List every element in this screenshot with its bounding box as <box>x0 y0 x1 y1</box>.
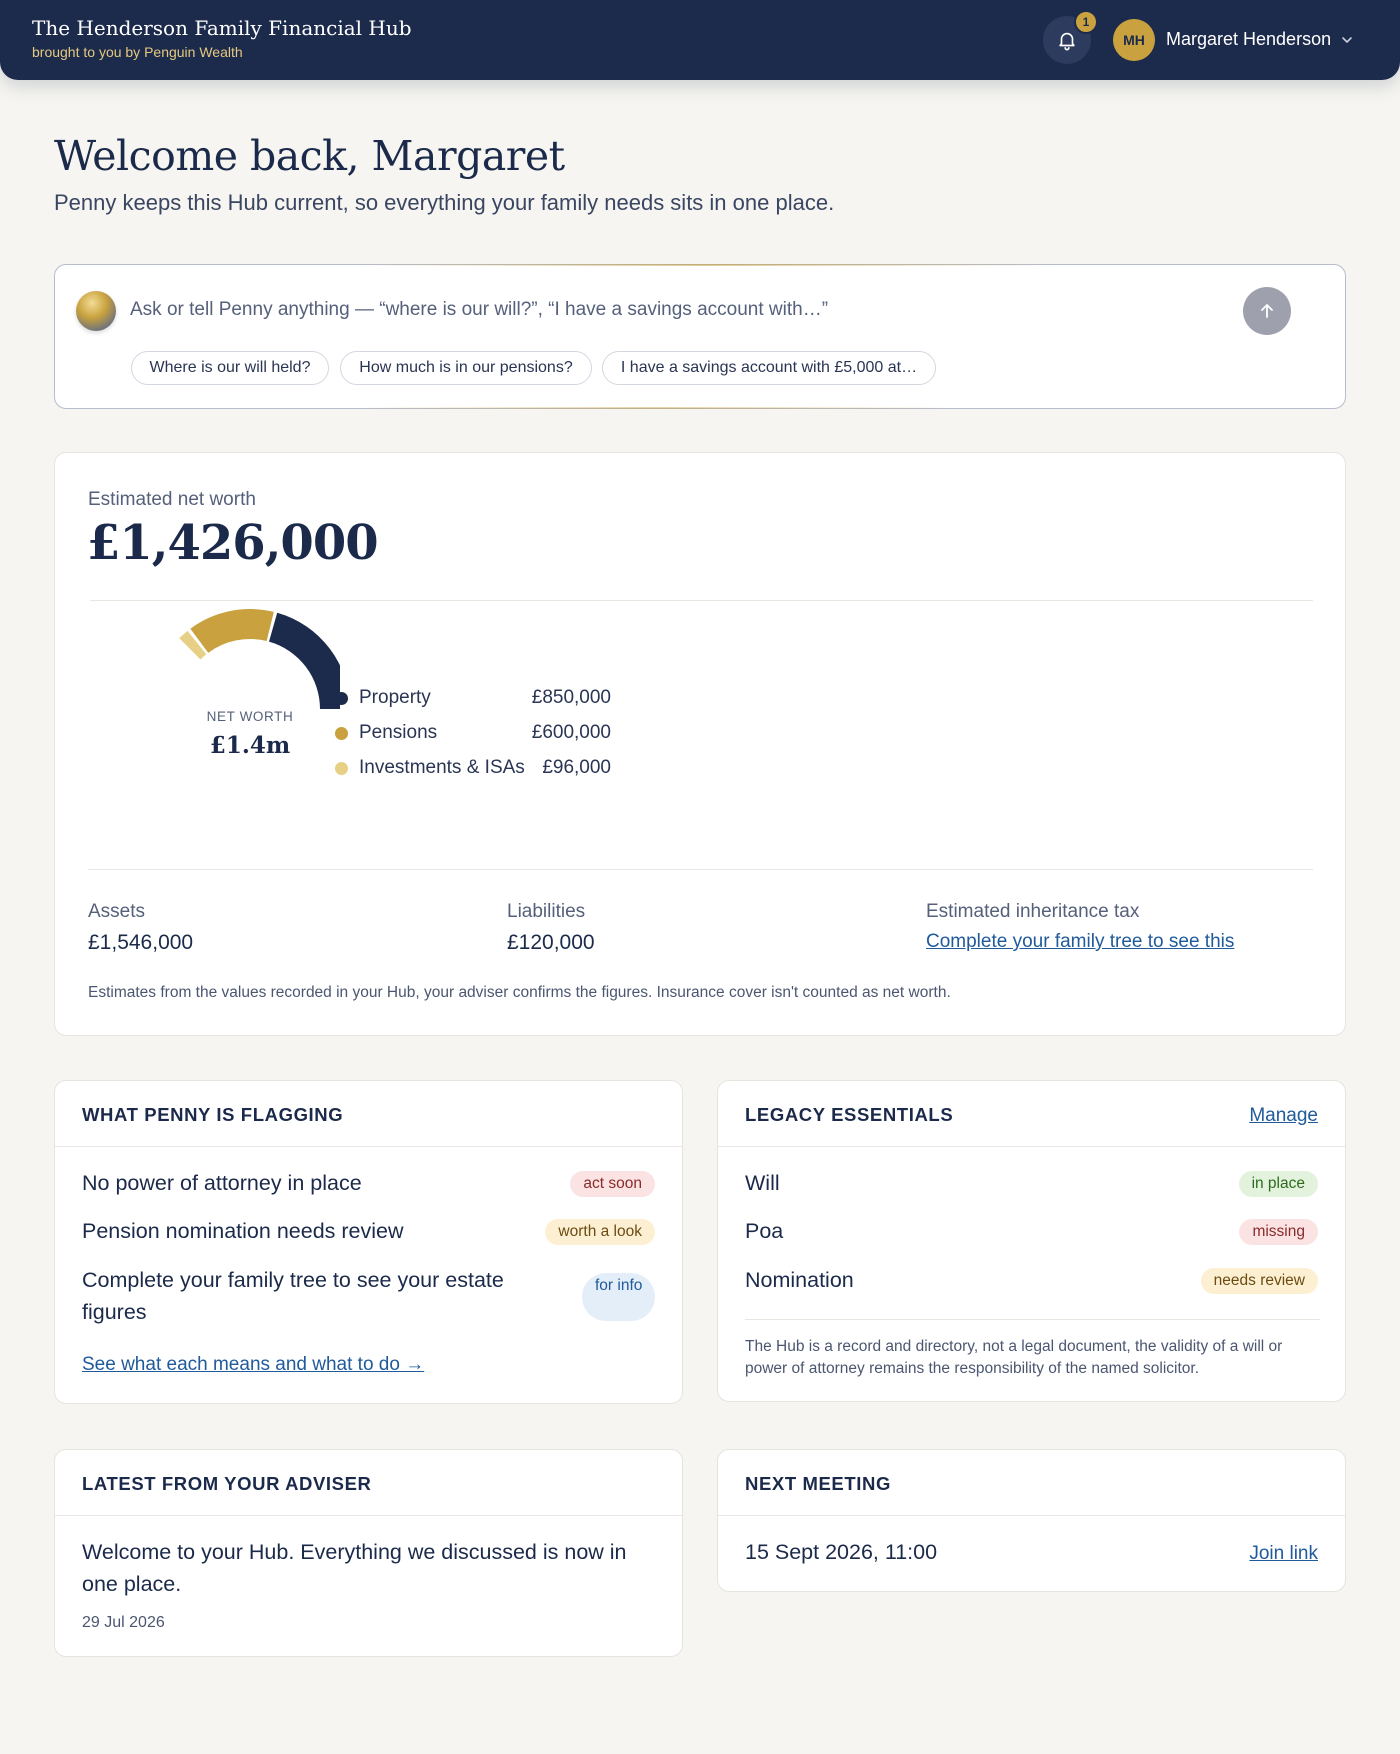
message-date: 29 Jul 2026 <box>82 1614 165 1631</box>
status-badge: for info <box>582 1273 655 1321</box>
welcome-heading: Welcome back, Margaret <box>54 132 565 180</box>
family-tree-link[interactable]: Complete your family tree to see this <box>926 931 1235 952</box>
status-badge: needs review <box>1201 1268 1318 1294</box>
donut-center-value: £1.4m <box>209 732 291 759</box>
card-header <box>718 1081 1345 1147</box>
legend-swatch <box>335 727 348 740</box>
net-worth-donut-chart <box>110 604 340 764</box>
card-header <box>718 1450 1345 1516</box>
next-meeting-card <box>717 1449 1346 1592</box>
card-header <box>55 1450 682 1516</box>
donut-center-label: NET WORTH <box>206 709 294 724</box>
arrow-up-icon <box>1258 302 1276 320</box>
ask-accent-top <box>355 264 1055 266</box>
status-badge: worth a look <box>545 1219 655 1245</box>
donut-segment-pensions <box>190 609 273 653</box>
legend-value: £96,000 <box>542 757 611 778</box>
legacy-item-nomination: Nomination <box>745 1268 854 1292</box>
legend-item-pensions <box>335 720 611 746</box>
manage-link[interactable]: Manage <box>1249 1105 1318 1126</box>
top-navigation-bar <box>0 0 1400 80</box>
net-worth-card <box>54 452 1346 1036</box>
meeting-title: NEXT MEETING <box>745 1473 891 1494</box>
flag-explainer-link[interactable]: See what each means and what to do → <box>82 1354 425 1375</box>
liabilities-value: £120,000 <box>507 931 595 954</box>
legend-label: Property <box>359 687 431 708</box>
legend-swatch <box>335 692 348 705</box>
assets-label: Assets <box>88 901 146 922</box>
status-badge: act soon <box>570 1171 655 1197</box>
estimates-note: Estimates from the values recorded in your Hub, your adviser confirms the figures. Insurance cover isn't counted as net worth. <box>88 984 951 1001</box>
suggestion-chip[interactable]: I have a savings account with £5,000 at… <box>602 351 936 385</box>
user-avatar[interactable]: MH <box>1113 19 1155 61</box>
legend-swatch <box>335 762 348 775</box>
send-button[interactable] <box>1243 287 1291 335</box>
status-badge: in place <box>1239 1171 1318 1197</box>
legend-value: £850,000 <box>531 687 611 708</box>
chevron-down-icon[interactable] <box>1340 33 1354 47</box>
inheritance-tax-label: Estimated inheritance tax <box>926 901 1140 922</box>
legend-value: £600,000 <box>531 722 611 743</box>
flagging-title: WHAT PENNY IS FLAGGING <box>82 1104 344 1125</box>
net-worth-value: £1,426,000 <box>87 515 378 571</box>
legend-item-investments <box>335 755 611 781</box>
penny-orb-icon <box>76 291 116 331</box>
notification-count-badge: 1 <box>1074 10 1098 34</box>
ask-penny-input[interactable] <box>130 295 1230 325</box>
adviser-title: LATEST FROM YOUR ADVISER <box>82 1473 372 1494</box>
user-menu-name[interactable]: Margaret Henderson <box>1166 29 1332 49</box>
legacy-title: LEGACY ESSENTIALS <box>745 1104 954 1125</box>
legend-item-property <box>335 685 611 711</box>
flag-item: Complete your family tree to see your estate figures <box>82 1268 504 1324</box>
hub-title: The Henderson Family Financial Hub <box>32 16 412 40</box>
suggestion-chip[interactable]: How much is in our pensions? <box>340 351 592 385</box>
bell-icon <box>1056 29 1078 51</box>
divider <box>88 869 1313 870</box>
divider <box>745 1319 1320 1320</box>
liabilities-label: Liabilities <box>507 901 586 922</box>
legend-label: Investments & ISAs <box>359 757 525 778</box>
status-badge: missing <box>1239 1219 1318 1245</box>
legal-disclaimer: The Hub is a record and directory, not a legal document, the validity of a will or power of attorney remains the responsibility of the named solicitor. <box>745 1338 1283 1377</box>
net-worth-label: Estimated net worth <box>88 489 256 510</box>
meeting-datetime: 15 Sept 2026, 11:00 <box>745 1540 938 1564</box>
adviser-card <box>54 1449 683 1657</box>
card-header <box>55 1081 682 1147</box>
donut-segment-property <box>269 613 340 709</box>
legend-label: Pensions <box>359 722 438 743</box>
divider <box>90 600 1313 601</box>
hub-subtitle: brought to you by Penguin Wealth <box>32 44 243 60</box>
ask-penny-box <box>54 264 1346 409</box>
welcome-subheading: Penny keeps this Hub current, so everything your family needs sits in one place. <box>54 190 835 215</box>
join-meeting-link[interactable]: Join link <box>1249 1543 1318 1564</box>
legacy-essentials-card <box>717 1080 1346 1402</box>
ask-accent-bottom <box>355 407 955 409</box>
adviser-message: Welcome to your Hub. Everything we discussed is now in one place. <box>82 1540 627 1596</box>
flag-item: Pension nomination needs review <box>82 1219 404 1243</box>
legacy-item-will: Will <box>745 1171 780 1195</box>
suggestion-chip[interactable]: Where is our will held? <box>131 351 329 385</box>
legacy-item-poa: Poa <box>745 1219 784 1243</box>
flag-item: No power of attorney in place <box>82 1171 362 1195</box>
flagging-card <box>54 1080 683 1404</box>
assets-value: £1,546,000 <box>88 931 194 954</box>
